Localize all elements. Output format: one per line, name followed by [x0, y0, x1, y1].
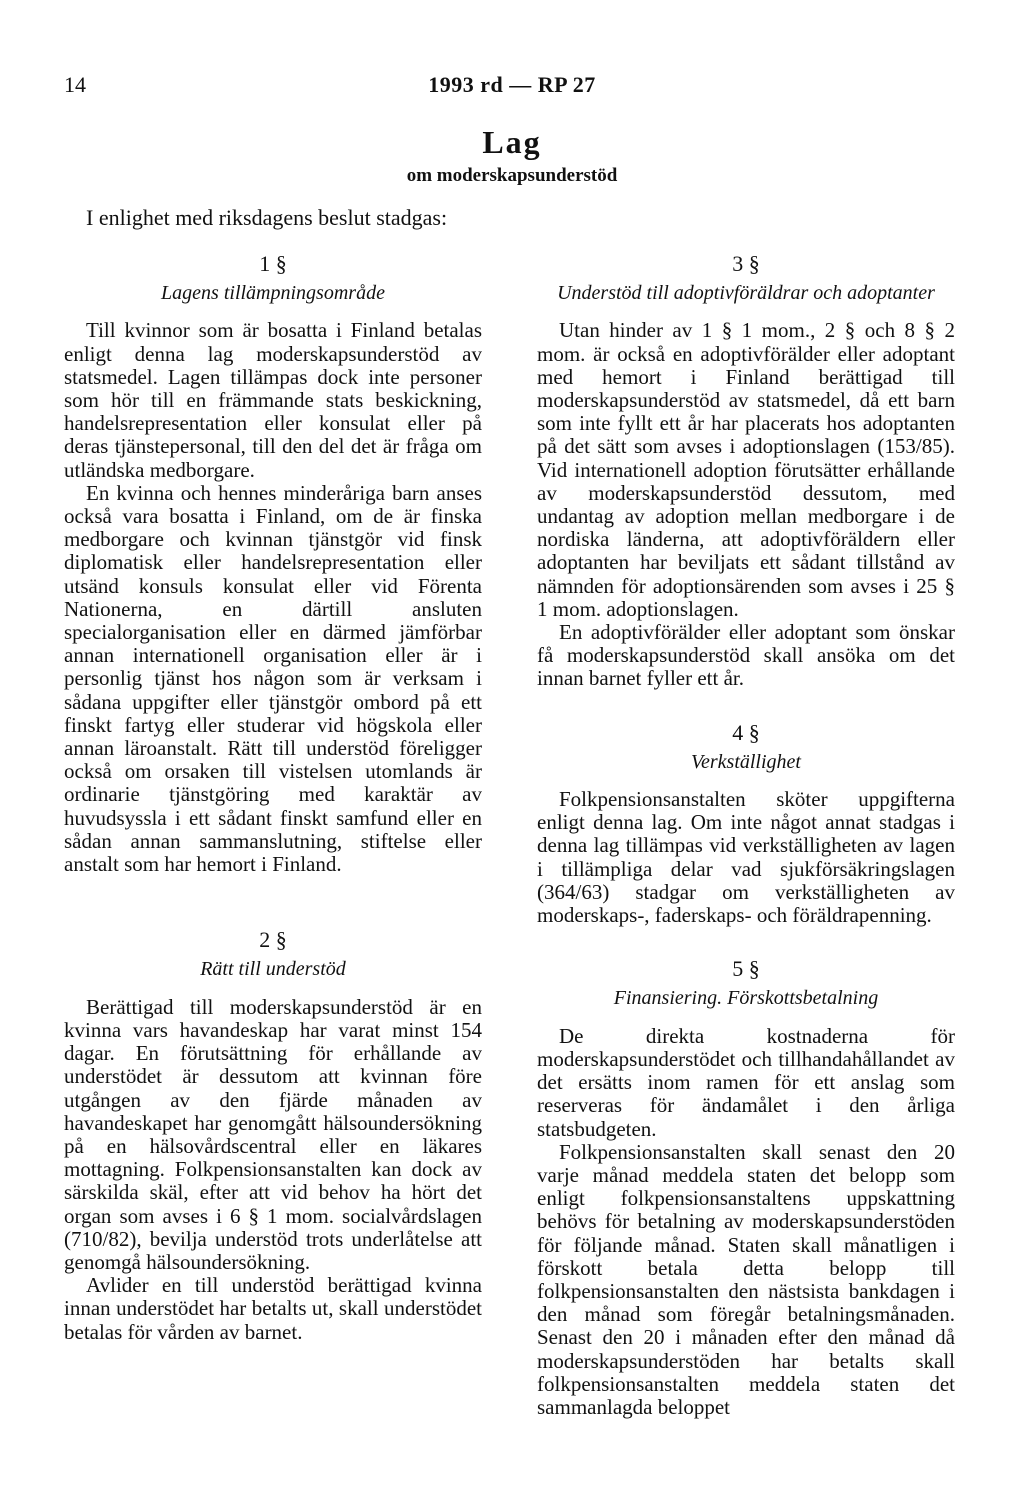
law-subtitle: om moderskapsunderstöd [406, 165, 618, 186]
section-4 [537, 721, 955, 928]
section-2 [64, 928, 482, 1343]
paragraph: De direkta kostnaderna för moderskapsunderstödet och tillhandahållandet av det ersätts inom ramen för ett anslag som reserveras för ändamålet i den årliga statsbudgeten. [537, 1023, 955, 1141]
section-heading: Lagens tillämpningsområde [161, 282, 385, 305]
section-heading: Understöd till adoptivföräldrar och adoptanter [557, 282, 935, 305]
left-column [64, 252, 482, 1344]
paragraph: Folkpensionsanstalten sköter uppgifterna enligt denna lag. Om inte något annat stadgas i denna lag tillämpas vid verkställigheten av lagen i tillämpliga delar vad sjukförsäkringslagen (364/63) stadgar om verkställigheten av moderskaps-, faderskaps- och föräldrapenning. [537, 787, 955, 928]
section-number: 1 § [259, 251, 287, 276]
paragraph: Berättigad till moderskapsunderstöd är en kvinna vars havandeskap har varat minst 154 dagar. En förutsättning för erhållande av understödet är dessutom att kvinnan före utgången av den fjärde månaden av havandeskapet har genomgått hälsoundersökning på en hälsovårdscentral eller en läkares mottagning. Folkpensionsanstalten kan dock av särskilda skäl, efter att vid behov ha hört det organ som avses i 6 § 1 mom. socialvårdslagen (710/82), bevilja understöd trots underlåtelse att genomgå hälsoundersökning. [64, 994, 482, 1274]
paragraph: En adoptivförälder eller adoptant som önskar få moderskapsunderstöd skall ansöka om det innan barnet fyller ett år. [537, 620, 955, 691]
paragraph: Utan hinder av 1 § 1 mom., 2 § och 8 § 2 mom. är också en adoptivförälder eller adoptant med hemort i Finland berättigad till moderskapsunderstöd av statsmedel, då ett barn som inte fyllt ett år har placerats hos adoptanten på det sätt som avses i adoptionslagen (153/85). Vid internationell adoption förutsätter erhållande av moderskapsunderstöd dessutom, med undantag av adoption mellan medborgare i de nordiska länderna, att adoptivföräldern eller adoptanten har beviljats ett sådant tillstånd av nämnden för adoptionsärenden som avses i 25 § 1 mom. adoptionslagen. [537, 318, 955, 621]
section-heading: Finansiering. Förskottsbetalning [613, 987, 879, 1010]
section-heading: Rätt till understöd [200, 958, 346, 981]
section-3 [537, 252, 955, 691]
paragraph: Avlider en till understöd berättigad kvinna innan understödet har betalts ut, skall understödet betalas för vården av barnet. [64, 1273, 482, 1344]
right-column [537, 252, 955, 1419]
section-number: 2 § [259, 927, 287, 953]
section-number: 3 § [732, 251, 760, 276]
paragraph: Folkpensionsanstalten skall senast den 20 varje månad meddela staten det belopp som enligt folkpensionsanstaltens uppskattning behövs för betalning av moderskapsunderstöden för följande månad. Staten skall månatligen i förskott betala detta belopp till folkpensionsanstalten den nästsista bankdagen i den månad som föregår betalningsmånaden. Senast den 20 i månaden efter den månad då moderskapsunderstöden har betalts skall folkpensionsanstalten meddela staten det sammanlagda beloppet [537, 1139, 955, 1419]
section-number: 4 § [732, 719, 760, 745]
section-5 [537, 957, 955, 1419]
section-number: 5 § [732, 956, 760, 982]
running-head: 1993 rd — RP 27 [428, 72, 596, 97]
section-heading: Verkställighet [691, 750, 801, 773]
law-title: Lag [482, 124, 542, 160]
page-number: 14 [64, 72, 86, 97]
section-1 [64, 252, 482, 876]
paragraph: Till kvinnor som är bosatta i Finland betalas enligt denna lag moderskapsunderstöd av statsmedel. Lagen tillämpas dock inte personer som hör till en främmande stats beskickning, handelsrepresentation eller konsulat eller på deras tjänstepersonal, till den del det är fråga om utländska medborgare. [64, 318, 482, 482]
enactment-clause: I enlighet med riksdagens beslut stadgas: [86, 205, 448, 230]
paragraph: En kvinna och hennes minderåriga barn anses också vara bosatta i Finland, om de är finska medborgare och kvinnan tjänstgör vid finsk diplomatisk eller handelsrepresentation eller utsänd konsuls konsulat eller vid Förenta Nationerna, en därtill ansluten specialorganisation eller en därmed jämförbar annan internationell organisation eller är i personlig tjänst hos någon som är verksam i sådana uppgifter eller tjänstgör ombord på ett finskt fartyg eller studerar vid högskola eller annan läroanstalt. Rätt till understöd föreligger också om orsaken till vistelsen utomlands är ordinarie tjänstgöring med karaktär av huvudsyssla i ett sådant finskt samfund eller en sådan annan sammanslutning, stiftelse eller anstalt som har hemort i Finland. [64, 480, 482, 877]
